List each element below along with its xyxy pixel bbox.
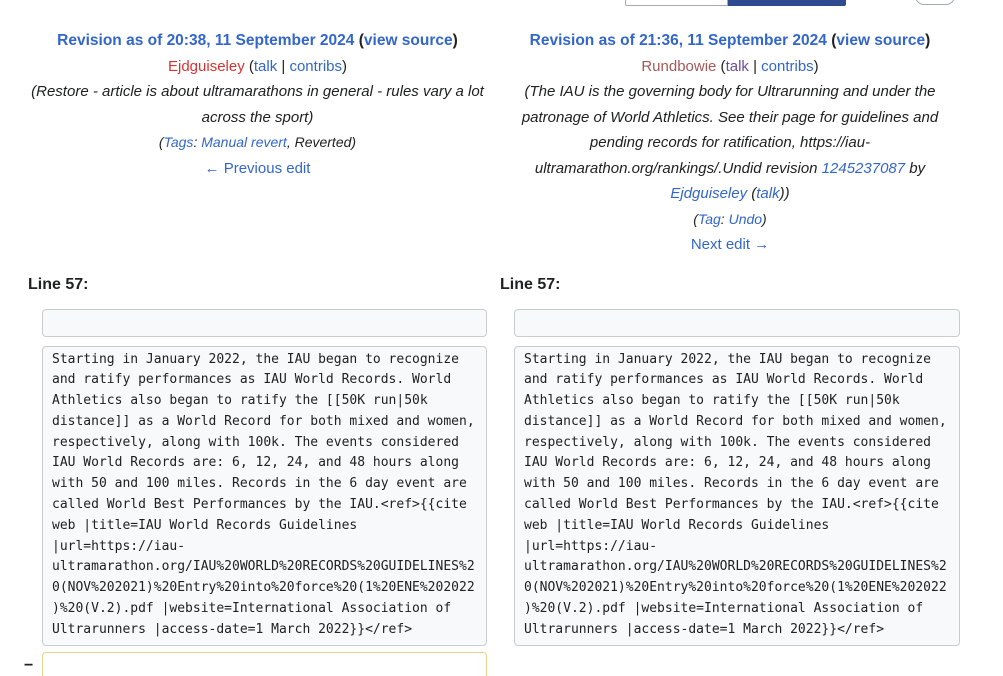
- paren: (: [158, 134, 164, 150]
- diff-deleted-marker: −: [24, 656, 34, 674]
- new-user-contribs-link[interactable]: contribs: [761, 57, 814, 75]
- diff-deleted-cell: [42, 652, 487, 676]
- paren: ): [762, 210, 767, 227]
- new-revision-link[interactable]: Revision as of 21:36, 11 September 2024: [529, 32, 827, 49]
- previous-edit-line: [28, 156, 487, 182]
- paren: (: [693, 210, 698, 227]
- old-tags-link[interactable]: Tags: [163, 134, 194, 150]
- pipe-separator: |: [277, 57, 290, 75]
- old-revision-link[interactable]: Revision as of 20:38, 11 September 2024: [57, 32, 355, 49]
- colon: :: [193, 134, 202, 150]
- paren: )): [779, 185, 790, 202]
- new-view-source-link[interactable]: view source: [836, 32, 926, 49]
- old-user-link[interactable]: Ejdguiseley: [168, 57, 245, 75]
- undone-revision-link[interactable]: 1245237087: [821, 159, 906, 177]
- pipe-separator: |: [748, 57, 762, 75]
- new-revision-header: [500, 28, 960, 258]
- undo-tag-link[interactable]: Undo: [728, 210, 763, 227]
- paren: (: [716, 57, 726, 75]
- paren: (: [747, 185, 757, 202]
- old-user-talk-link[interactable]: talk: [253, 57, 278, 75]
- new-tag-line: [500, 207, 960, 233]
- old-line-number: Line 57:: [28, 275, 89, 293]
- new-tag-link[interactable]: Tag: [697, 210, 721, 227]
- diff-empty-context-cell-new: [514, 309, 960, 337]
- old-user-line: [28, 54, 487, 80]
- summary-user-talk-link[interactable]: talk: [756, 185, 780, 202]
- revision-diff-table: [24, 0, 960, 676]
- diff-empty-context-cell-old: [42, 309, 487, 337]
- reverted-tag-text: , Reverted): [286, 134, 357, 150]
- old-tags-line: [28, 130, 487, 156]
- old-user-contribs-link[interactable]: contribs: [289, 57, 342, 75]
- paren: ): [452, 32, 458, 49]
- diff-context-cell-new: Starting in January 2022, the IAU began to recognize and ratify performances as IAU World Records. World Athletics also began to ratify the [[50K run|50k distance]] as a World Record for both mixed and women, respectively, along with 100k. The events considered IAU World Records are: 6, 12, 24, and 48 hours along with 50 and 100 miles. Records in the 6 day event are called World Best Performances by the IAU.<ref>{{cite web |title=IAU World Records Guidelines |url=https://iau-ultramarathon.org/IAU%20WORLD%20RECORDS%20GUIDELINES%20(NOV%202021)%20Entry%20into%20force%20(1%20ENE%202022)%20(V.2).pdf |website=International Association of Ultrarunners |access-date=1 March 2022}}</ref>: [514, 346, 960, 646]
- colon: :: [720, 210, 729, 227]
- paren: ): [813, 57, 819, 75]
- diff-context-cell-old: Starting in January 2022, the IAU began to recognize and ratify performances as IAU World Records. World Athletics also began to ratify the [[50K run|50k distance]] as a World Record for both mixed and women, respectively, along with 100k. The events considered IAU World Records are: 6, 12, 24, and 48 hours along with 50 and 100 miles. Records in the 6 day event are called World Best Performances by the IAU.<ref>{{cite web |title=IAU World Records Guidelines |url=https://iau-ultramarathon.org/IAU%20WORLD%20RECORDS%20GUIDELINES%20(NOV%202021)%20Entry%20into%20force%20(1%20ENE%202022)%20(V.2).pdf |website=International Association of Ultrarunners |access-date=1 March 2022}}</ref>: [42, 346, 487, 646]
- paren: (: [826, 32, 837, 49]
- new-line-number: Line 57:: [500, 275, 561, 293]
- summary-text: by: [905, 159, 926, 177]
- next-edit-link[interactable]: Next edit →: [690, 236, 770, 253]
- summary-text: (The IAU is the governing body for Ultrarunning and under the patronage of World Athletics. See their page for guidelines and pending records for ratification, https://iau-ultramarathon.org/rankings/.Undid revision: [521, 83, 939, 177]
- previous-edit-link[interactable]: ← Previous edit: [204, 159, 311, 177]
- paren: ): [925, 32, 931, 49]
- new-revision-title: [500, 28, 960, 54]
- new-edit-summary: [500, 79, 960, 207]
- next-edit-line: [500, 232, 960, 258]
- old-edit-summary: (Restore - article is about ultramarathons in general - rules vary a lot across the sport): [31, 83, 484, 126]
- new-user-link[interactable]: Rundbowie: [641, 57, 717, 75]
- paren: (: [244, 57, 254, 75]
- old-revision-header: [28, 28, 487, 258]
- summary-user-link[interactable]: Ejdguiseley: [670, 185, 748, 202]
- paren: ): [342, 57, 347, 75]
- old-revision-title: [28, 28, 487, 54]
- new-user-line: [500, 54, 960, 80]
- new-user-talk-link[interactable]: talk: [725, 57, 749, 75]
- old-view-source-link[interactable]: view source: [363, 32, 453, 49]
- paren: (: [354, 32, 364, 49]
- manual-revert-tag-link[interactable]: Manual revert: [201, 134, 287, 150]
